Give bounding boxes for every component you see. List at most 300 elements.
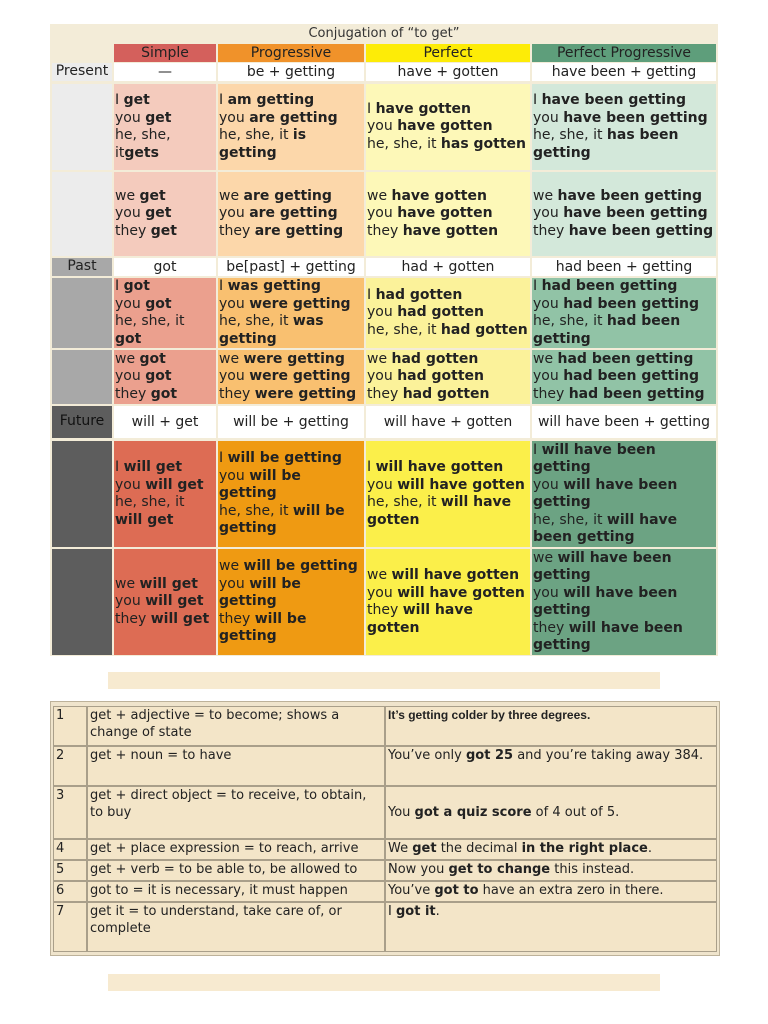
verb-form: got xyxy=(145,368,172,385)
verb-form: got xyxy=(123,278,150,294)
form-line xyxy=(367,205,529,223)
verb-form: will get xyxy=(115,511,174,528)
example-segment: and you’re taking away 384. xyxy=(513,748,704,763)
future-singular-label-block xyxy=(52,441,112,547)
pronoun: he, she, it xyxy=(533,511,607,528)
pronoun: they xyxy=(533,222,569,239)
example-text xyxy=(388,707,714,724)
form-line xyxy=(367,101,529,119)
example-text xyxy=(388,840,714,857)
verb-form: will be getting xyxy=(219,575,301,610)
example-highlight: got a quiz score xyxy=(414,805,532,820)
form-line xyxy=(115,593,215,611)
pronoun: I xyxy=(219,278,228,294)
verb-form: am getting xyxy=(227,92,315,108)
usage-meaning: get + adjective = to become; shows a change of state xyxy=(87,706,385,746)
form-line xyxy=(367,322,529,340)
usage-example xyxy=(385,746,717,786)
form-line xyxy=(219,223,363,241)
verb-form: had gotten xyxy=(375,286,463,303)
pronoun: he, she, it xyxy=(115,127,171,161)
usage-example xyxy=(385,881,717,902)
past-singular-forms xyxy=(114,278,216,348)
example-segment: You’ve xyxy=(388,883,435,898)
present-plural-label-block xyxy=(52,172,112,256)
verb-form: have gotten xyxy=(397,118,493,135)
row-number: 7 xyxy=(53,902,87,952)
future-plural-forms xyxy=(114,549,216,655)
present-label: Present xyxy=(52,63,112,81)
form-line xyxy=(115,386,215,404)
pronoun: they xyxy=(219,385,255,402)
form-line xyxy=(115,223,215,241)
verb-form: will get xyxy=(139,575,198,592)
form-line xyxy=(219,127,363,162)
verb-form: are getting xyxy=(249,109,338,126)
form-line xyxy=(533,351,715,369)
verb-form: will get xyxy=(123,459,183,475)
verb-form: will have gotten xyxy=(367,602,473,636)
form-line xyxy=(367,351,529,369)
usage-example xyxy=(385,786,717,839)
verb-form: will be getting xyxy=(227,450,342,467)
form-line xyxy=(219,278,363,296)
example-segment: . xyxy=(647,841,652,856)
form-line xyxy=(533,296,715,314)
verb-form: have gotten xyxy=(375,100,471,117)
form-line xyxy=(115,92,215,110)
past-plural-forms xyxy=(218,350,364,404)
pronoun: you xyxy=(115,109,146,126)
pronoun: he, she, it xyxy=(533,127,607,143)
verb-form: had gotten xyxy=(397,304,484,321)
form-line xyxy=(367,368,529,386)
column-header: Perfect Progressive xyxy=(532,44,716,62)
form-line xyxy=(219,205,363,223)
form-line xyxy=(219,351,363,369)
pronoun: you xyxy=(115,593,146,610)
verb-form: have been getting xyxy=(563,205,708,222)
verb-form: will get xyxy=(145,476,204,493)
form-line xyxy=(367,223,529,241)
verb-form: will have been getting xyxy=(533,619,683,653)
verb-form: get xyxy=(150,222,177,239)
verb-form: get xyxy=(145,109,172,126)
uses-table xyxy=(50,701,720,956)
column-header: Simple xyxy=(114,44,216,62)
form-line xyxy=(219,468,363,503)
pronoun: he, she, it xyxy=(219,127,293,143)
conjugation-table xyxy=(50,24,718,656)
form-line xyxy=(533,223,715,241)
pronoun: I xyxy=(367,100,376,117)
future-formula: will be + getting xyxy=(218,406,364,438)
form-line xyxy=(533,278,715,296)
form-line xyxy=(115,110,215,128)
pronoun: I xyxy=(367,286,376,303)
form-line xyxy=(115,494,215,529)
pronoun: he, she, it xyxy=(367,135,441,152)
usage-meaning: get it = to understand, take care of, or complete xyxy=(87,902,385,952)
future-formula: will have been + getting xyxy=(532,406,716,438)
example-segment: this instead. xyxy=(550,862,635,877)
verb-form: have been getting xyxy=(568,222,714,239)
form-line xyxy=(115,576,215,594)
form-line xyxy=(367,136,529,154)
pronoun: we xyxy=(533,549,558,566)
usage-example xyxy=(385,902,717,952)
pronoun: I xyxy=(115,92,124,108)
pronoun: we xyxy=(115,350,140,367)
form-line xyxy=(115,278,215,296)
future-formula: will + get xyxy=(114,406,216,438)
pronoun: he, she, it xyxy=(367,321,441,338)
form-line xyxy=(367,287,529,305)
form-line xyxy=(367,477,529,495)
form-line xyxy=(533,620,715,655)
pronoun: you xyxy=(367,368,398,385)
verb-form: have gotten xyxy=(402,222,499,239)
example-highlight: get to change xyxy=(448,862,551,877)
verb-form: will get xyxy=(145,593,204,610)
verb-form: will have gotten xyxy=(375,459,504,475)
pronoun: you xyxy=(115,368,146,385)
example-segment: of 4 out of 5. xyxy=(531,805,620,820)
pronoun: you xyxy=(219,575,250,592)
present-singular-forms xyxy=(532,84,716,170)
past-formula: had been + getting xyxy=(532,258,716,276)
pronoun: they xyxy=(533,619,569,636)
example-highlight: got 25 xyxy=(466,748,514,763)
form-line xyxy=(219,450,363,468)
usage-meaning: get + place expression = to reach, arrive xyxy=(87,839,385,860)
verb-form: was getting xyxy=(227,278,321,294)
verb-form: has gotten xyxy=(440,135,527,152)
form-line xyxy=(219,611,363,646)
form-line xyxy=(115,611,215,629)
pronoun: you xyxy=(367,476,398,493)
pronoun: we xyxy=(219,350,244,367)
verb-form: are getting xyxy=(254,222,344,239)
verb-form: is getting xyxy=(219,127,307,161)
pronoun: they xyxy=(219,222,255,239)
form-line xyxy=(115,313,215,348)
form-line xyxy=(533,92,715,110)
verb-form: have been getting xyxy=(541,92,687,108)
pronoun: you xyxy=(533,295,564,312)
present-formula: have + gotten xyxy=(366,63,530,81)
verb-form: are getting xyxy=(249,205,338,222)
past-label: Past xyxy=(52,258,112,276)
pronoun: you xyxy=(219,109,250,126)
pronoun: I xyxy=(367,459,376,475)
form-line xyxy=(533,477,715,512)
present-formula: — xyxy=(114,63,216,81)
pronoun: you xyxy=(533,368,564,385)
present-plural-forms xyxy=(218,172,364,256)
row-number: 6 xyxy=(53,881,87,902)
present-singular-label-block xyxy=(52,84,112,170)
present-plural-forms xyxy=(114,172,216,256)
pronoun: we xyxy=(367,187,392,204)
verb-form: were getting xyxy=(254,385,357,402)
form-line xyxy=(115,368,215,386)
usage-meaning: get + direct object = to receive, to obtain, to buy xyxy=(87,786,385,839)
form-line xyxy=(367,494,529,529)
divider-bar xyxy=(108,672,660,689)
present-singular-forms xyxy=(366,84,530,170)
verb-form: have gotten xyxy=(397,205,493,222)
form-line xyxy=(219,368,363,386)
pronoun: they xyxy=(115,610,151,627)
future-label: Future xyxy=(52,406,112,438)
example-highlight: got to xyxy=(434,883,479,898)
pronoun: we xyxy=(367,567,392,583)
form-line xyxy=(533,386,715,404)
form-line xyxy=(219,386,363,404)
form-line xyxy=(367,459,529,477)
form-line xyxy=(219,110,363,128)
example-text xyxy=(388,903,714,920)
row-number: 4 xyxy=(53,839,87,860)
pronoun: he, she, it xyxy=(367,494,441,510)
form-line xyxy=(115,127,215,162)
verb-form: will have been getting xyxy=(533,511,678,545)
form-line xyxy=(533,512,715,547)
row-number: 2 xyxy=(53,746,87,786)
verb-form: had gotten xyxy=(397,368,484,385)
verb-form: are getting xyxy=(243,187,332,204)
present-formula: be + getting xyxy=(218,63,364,81)
future-singular-forms xyxy=(366,441,530,547)
table-title: Conjugation of “to get” xyxy=(308,26,460,41)
form-line xyxy=(533,127,715,162)
past-singular-label-block xyxy=(52,278,112,348)
example-segment: We xyxy=(388,841,413,856)
verb-form: got xyxy=(150,385,178,402)
verb-form: had gotten xyxy=(402,385,490,402)
form-line xyxy=(533,188,715,206)
verb-form: had gotten xyxy=(391,350,479,367)
verb-form: has been getting xyxy=(533,127,679,161)
verb-form: get xyxy=(145,205,172,222)
form-line xyxy=(219,188,363,206)
verb-form: have been getting xyxy=(563,109,708,126)
verb-form: gets xyxy=(124,144,159,161)
pronoun: you xyxy=(367,118,398,135)
verb-form: was getting xyxy=(219,313,324,347)
present-plural-forms xyxy=(366,172,530,256)
row-number: 5 xyxy=(53,860,87,881)
future-singular-forms xyxy=(218,441,364,547)
verb-form: will be getting xyxy=(219,502,345,537)
form-line xyxy=(219,313,363,348)
form-line xyxy=(115,477,215,495)
usage-meaning: get + verb = to be able to, be allowed to xyxy=(87,860,385,881)
pronoun: you xyxy=(219,368,250,385)
verb-form: will be getting xyxy=(219,467,301,502)
verb-form: will have been getting xyxy=(533,584,678,618)
verb-form: got xyxy=(115,330,142,347)
past-plural-forms xyxy=(366,350,530,404)
pronoun: we xyxy=(367,350,392,367)
form-line xyxy=(367,118,529,136)
pronoun: I xyxy=(115,459,124,475)
pronoun: I xyxy=(533,278,542,294)
verb-form: will have gotten xyxy=(397,584,525,601)
pronoun: you xyxy=(367,584,398,601)
future-plural-label-block xyxy=(52,549,112,655)
future-plural-forms xyxy=(366,549,530,655)
form-line xyxy=(115,188,215,206)
usage-example xyxy=(385,706,717,746)
pronoun: they xyxy=(219,610,255,627)
verb-form: will have gotten xyxy=(367,494,512,528)
pronoun: I xyxy=(533,441,542,458)
past-plural-forms xyxy=(114,350,216,404)
row-number: 3 xyxy=(53,786,87,839)
form-line xyxy=(533,585,715,620)
future-singular-forms xyxy=(532,441,716,547)
form-line xyxy=(533,550,715,585)
verb-form: will get xyxy=(150,610,210,627)
pronoun: you xyxy=(533,109,564,126)
pronoun: you xyxy=(367,304,398,321)
past-singular-forms xyxy=(218,278,364,348)
column-header: Progressive xyxy=(218,44,364,62)
verb-form: will be getting xyxy=(243,558,358,575)
form-line xyxy=(367,567,529,585)
form-line xyxy=(367,602,529,637)
pronoun: he, she, it xyxy=(533,313,607,329)
form-line xyxy=(533,442,715,477)
verb-form: got xyxy=(145,295,172,312)
form-line xyxy=(219,296,363,314)
pronoun: you xyxy=(115,295,146,312)
past-formula: got xyxy=(114,258,216,276)
example-segment: You xyxy=(388,805,415,820)
form-line xyxy=(533,313,715,348)
past-plural-label-block xyxy=(52,350,112,404)
pronoun: I xyxy=(219,92,228,108)
past-singular-forms xyxy=(366,278,530,348)
pronoun: he, she, it xyxy=(219,502,293,519)
verb-form: will have been getting xyxy=(533,549,672,583)
pronoun: they xyxy=(367,385,403,402)
past-plural-forms xyxy=(532,350,716,404)
form-line xyxy=(367,188,529,206)
verb-form: get xyxy=(139,187,166,204)
form-line xyxy=(533,110,715,128)
example-text xyxy=(388,882,714,899)
example-highlight: got it xyxy=(395,904,436,919)
verb-form: had been getting xyxy=(533,313,681,347)
example-highlight: get xyxy=(412,841,437,856)
form-line xyxy=(115,459,215,477)
pronoun: they xyxy=(115,222,151,239)
example-segment: Now you xyxy=(388,862,449,877)
form-line xyxy=(219,558,363,576)
pronoun: you xyxy=(367,205,398,222)
example-highlight: in the right place xyxy=(521,841,648,856)
form-line xyxy=(115,351,215,369)
verb-form: have gotten xyxy=(391,187,487,204)
verb-form: had been getting xyxy=(541,278,678,294)
pronoun: you xyxy=(115,205,146,222)
verb-form: will have gotten xyxy=(397,476,525,493)
pronoun: you xyxy=(533,584,564,601)
row-number: 1 xyxy=(53,706,87,746)
form-line xyxy=(533,368,715,386)
example-segment: . xyxy=(435,904,440,919)
pronoun: you xyxy=(533,476,564,493)
divider-bar xyxy=(108,974,660,991)
form-line xyxy=(115,205,215,223)
form-line xyxy=(219,92,363,110)
usage-meaning: get + noun = to have xyxy=(87,746,385,786)
verb-form: will be getting xyxy=(219,610,307,645)
future-formula: will have + gotten xyxy=(366,406,530,438)
pronoun: you xyxy=(219,295,250,312)
present-singular-forms xyxy=(114,84,216,170)
example-text xyxy=(388,747,714,764)
form-line xyxy=(219,576,363,611)
verb-form: had been getting xyxy=(563,295,700,312)
past-formula: had + gotten xyxy=(366,258,530,276)
example-text xyxy=(388,861,714,878)
column-header: Perfect xyxy=(366,44,530,62)
usage-example xyxy=(385,839,717,860)
usage-meaning: got to = it is necessary, it must happen xyxy=(87,881,385,902)
pronoun: we xyxy=(533,350,558,367)
pronoun: they xyxy=(533,385,569,402)
form-line xyxy=(367,304,529,322)
form-line xyxy=(367,585,529,603)
future-plural-forms xyxy=(218,549,364,655)
past-formula: be[past] + getting xyxy=(218,258,364,276)
verb-form: will have been getting xyxy=(533,441,656,475)
form-line xyxy=(115,296,215,314)
future-singular-forms xyxy=(114,441,216,547)
verb-form: were getting xyxy=(249,295,351,312)
future-plural-forms xyxy=(532,549,716,655)
example-segment: have an extra zero in there. xyxy=(478,883,664,898)
verb-form: will have gotten xyxy=(391,567,520,583)
pronoun: I xyxy=(219,450,228,467)
pronoun: he, she, it xyxy=(115,494,185,510)
form-line xyxy=(367,386,529,404)
verb-form: got xyxy=(139,350,166,367)
pronoun: they xyxy=(367,602,403,618)
pronoun: I xyxy=(533,92,542,108)
verb-form: get xyxy=(123,92,150,108)
usage-example xyxy=(385,860,717,881)
example-highlight: It’s getting colder by three degrees. xyxy=(388,708,591,722)
present-plural-forms xyxy=(532,172,716,256)
example-segment: You’ve only xyxy=(388,748,466,763)
pronoun: they xyxy=(115,385,151,402)
present-formula: have been + getting xyxy=(532,63,716,81)
pronoun: we xyxy=(219,187,244,204)
pronoun: he, she, it xyxy=(115,313,185,329)
pronoun: we xyxy=(219,558,244,575)
verb-form: will have been getting xyxy=(533,476,678,510)
pronoun: you xyxy=(219,205,250,222)
verb-form: had been getting xyxy=(557,350,694,367)
present-singular-forms xyxy=(218,84,364,170)
verb-form: have been getting xyxy=(557,187,702,204)
pronoun: we xyxy=(533,187,558,204)
